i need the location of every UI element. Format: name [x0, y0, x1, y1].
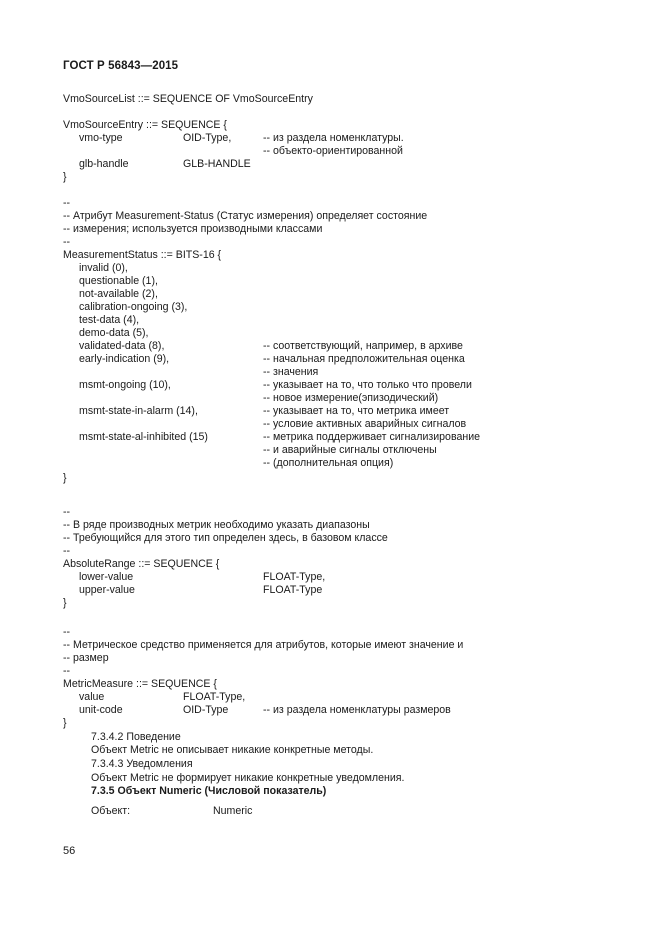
closing-brace: } [63, 472, 67, 484]
field-comment: -- условие активных аварийных сигналов [263, 418, 467, 430]
field-comment: -- объекто-ориентированной [263, 145, 403, 157]
field-name: unit-code [79, 704, 123, 716]
comment-line: -- [63, 506, 71, 518]
field-type: GLB-HANDLE [183, 158, 251, 170]
absolute-range-head: AbsoluteRange ::= SEQUENCE { [63, 558, 220, 570]
field-comment: -- значения [263, 366, 319, 378]
section-heading: 7.3.5 Объект Numeric (Числовой показатель) [91, 785, 327, 797]
field-type: OID-Type, [183, 132, 232, 144]
comment-line: -- В ряде производных метрик необходимо указать диапазоны [63, 519, 370, 531]
comment-line: -- Метрическое средство применяется для атрибутов, которые имеют значение и [63, 639, 464, 651]
field-name: upper-value [79, 584, 135, 596]
comment-line: -- Требующийся для этого тип определен здесь, в базовом классе [63, 532, 388, 544]
field-name: lower-value [79, 571, 134, 583]
page-header: ГОСТ Р 56843—2015 [63, 60, 179, 72]
field-comment: -- новое измерение(эпизодический) [263, 392, 439, 404]
paragraph: Объект Metric не описывает никакие конкретные методы. [91, 744, 374, 756]
field-name: msmt-state-in-alarm (14), [79, 405, 198, 417]
field-name: calibration-ongoing (3), [79, 301, 188, 313]
closing-brace: } [63, 717, 67, 729]
comment-line: -- Атрибут Measurement-Status (Статус измерения) определяет состояние [63, 210, 428, 222]
field-name: early-indication (9), [79, 353, 170, 365]
comment-line: -- [63, 197, 71, 209]
field-name: test-data (4), [79, 314, 140, 326]
field-comment: -- указывает на то, что только что провели [263, 379, 472, 391]
field-comment: -- соответствующий, например, в архиве [263, 340, 463, 352]
vmo-source-entry-head: VmoSourceEntry ::= SEQUENCE { [63, 119, 227, 131]
field-type: FLOAT-Type [263, 584, 323, 596]
subsection-heading: 7.3.4.2 Поведение [91, 731, 181, 743]
subsection-heading: 7.3.4.3 Уведомления [91, 758, 193, 770]
field-name: vmo-type [79, 132, 123, 144]
field-type: OID-Type [183, 704, 229, 716]
comment-line: -- [63, 545, 71, 557]
field-type: FLOAT-Type, [263, 571, 326, 583]
field-comment: -- из раздела номенклатуры. [263, 132, 404, 144]
field-type: FLOAT-Type, [183, 691, 246, 703]
field-name: demo-data (5), [79, 327, 149, 339]
measurement-status-head: MeasurementStatus ::= BITS-16 { [63, 249, 222, 261]
field-name: msmt-state-al-inhibited (15) [79, 431, 208, 443]
comment-line: -- [63, 236, 71, 248]
field-name: invalid (0), [79, 262, 128, 274]
comment-line: -- измерения; используется производными классами [63, 223, 323, 235]
field-comment: -- начальная предположительная оценка [263, 353, 465, 365]
field-comment: -- из раздела номенклатуры размеров [263, 704, 451, 716]
metric-measure-head: MetricMeasure ::= SEQUENCE { [63, 678, 217, 690]
page-number: 56 [63, 845, 76, 857]
field-comment: -- (дополнительная опция) [263, 457, 394, 469]
field-name: value [79, 691, 105, 703]
field-name: glb-handle [79, 158, 129, 170]
closing-brace: } [63, 171, 67, 183]
field-comment: -- метрика поддерживает сигнализирование [263, 431, 481, 443]
comment-line: -- размер [63, 652, 109, 664]
paragraph: Объект Metric не формирует никакие конкретные уведомления. [91, 772, 405, 784]
comment-line: -- [63, 626, 71, 638]
comment-line: -- [63, 665, 71, 677]
field-comment: -- указывает на то, что метрика имеет [263, 405, 450, 417]
vmo-source-list-def: VmoSourceList ::= SEQUENCE OF VmoSourceEntry [63, 93, 313, 105]
object-label: Объект: [91, 805, 131, 817]
field-name: msmt-ongoing (10), [79, 379, 171, 391]
field-name: not-available (2), [79, 288, 158, 300]
field-comment: -- и аварийные сигналы отключены [263, 444, 437, 456]
object-value: Numeric [213, 805, 253, 817]
field-name: validated-data (8), [79, 340, 165, 352]
field-name: questionable (1), [79, 275, 158, 287]
closing-brace: } [63, 597, 67, 609]
